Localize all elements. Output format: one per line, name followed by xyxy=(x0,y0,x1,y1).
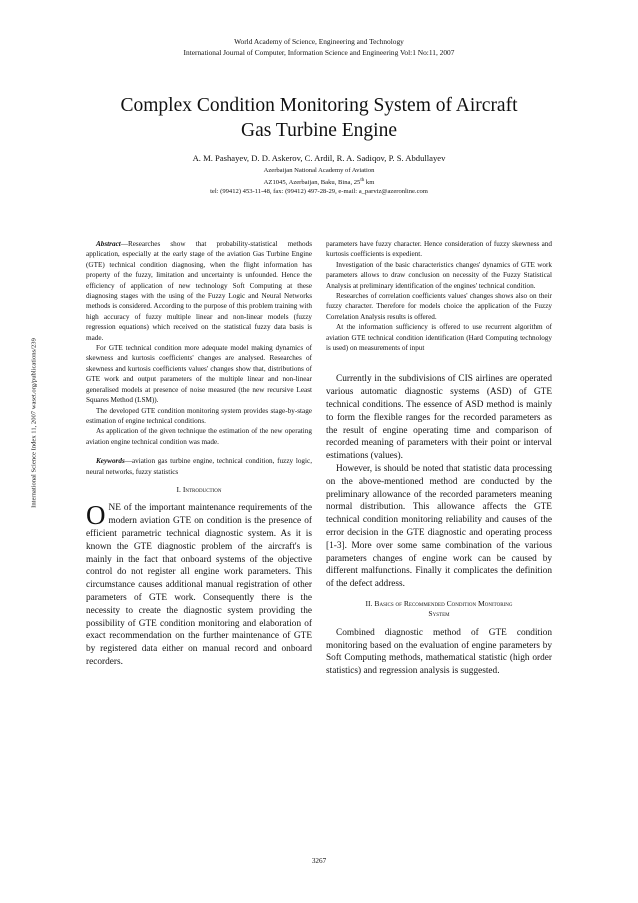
journal-header-line2: International Journal of Computer, Information Science and Engineering Vol:1 No:11, 2007 xyxy=(183,48,455,57)
right-paragraph-3: Researches of correlation coefficients values' changes shows also on their fuzzy character. Therefore for models choice the application of the Fuzzy Correlation Analysis results is offered. xyxy=(326,292,552,321)
paper-title-line1: Complex Condition Monitoring System of Aircraft xyxy=(120,95,518,116)
keywords-paragraph: Keywords—aviation gas turbine engine, technical condition, fuzzy logic, neural networks, fuzzy statistics xyxy=(86,457,312,476)
section-heading-basics: II. Basics of Recommended Condition Monitoring System xyxy=(365,599,513,619)
right-paragraph-1: parameters have fuzzy character. Hence consideration of fuzzy skewness and kurtosis coefficients is expedient. xyxy=(326,240,552,259)
abstract-paragraph-3: The developed GTE condition monitoring system provides stage-by-stage estimation of engine technical conditions. xyxy=(86,406,312,425)
affiliation-institution: Azerbaijan National Academy of Aviation xyxy=(263,167,375,174)
journal-header-line1: World Academy of Science, Engineering and Technology xyxy=(234,37,404,46)
authors: A. M. Pashayev, D. D. Askerov, C. Ardil, R. A. Sadiqov, P. S. Abdullayev xyxy=(192,153,446,163)
right-paragraph-5: Currently in the subdivisions of CIS airlines are operated various automatic diagnostic systems (ASD) of GTE technical conditions. The essence of ASD method is mainly to form the flexible ranges for the recorded parameters as the result of engine operating time and comparison of recorded meaning of parameters with their point or interval estimations (values). xyxy=(326,374,552,462)
abstract-paragraph-2: For GTE technical condition more adequate model making dynamics of skewness and kurtosis coefficients' changes are analysed. Researches of skewness and kurtosis coefficients values' changes show that, distributions of GTE work and output parameters of the multiple linear and non-linear generalised models at presence of noise measured (the new recursive Least Squares Method (LSM)). xyxy=(86,344,312,405)
right-paragraph-4: At the information sufficiency is offered to use recurrent algorithm of aviation GTE technical condition identification (Hard Computing technology is used) on measurements of input xyxy=(326,323,552,353)
abstract-paragraph-4: As application of the given technique the estimation of the new operating aviation engine technical condition was made. xyxy=(86,427,312,446)
paper-title xyxy=(40,93,598,143)
drop-cap: O xyxy=(86,500,106,531)
right-paragraph-2: Investigation of the basic characteristics changes' dynamics of GTE work parameters allows to draw conclusion on necessity of the Fuzzy Statistical Analysis at preliminary identification of the engines' technical condition. xyxy=(326,260,552,290)
abstract-paragraph: Abstract—Researches show that probability-statistical methods application, especially at the early stage of the aviation Gas Turbine Engine (GTE) technical condition diagnosing, when the flight information has property of the fuzzy, limitation and uncertainty is unfounded. Hence the efficiency of application of new technology Soft Computing at these diagnosing stages with the using of the Fuzzy Logic and Neural Networks methods is considered. According to the purpose of this problem training with high accuracy of fuzzy multiple linear and non-linear models (fuzzy regression equations) which received on the statistical fuzzy data basis is made. xyxy=(86,240,312,342)
introduction-paragraph: ONE of the important maintenance requirements of the modern aviation GTE on condition is the presence of efficient parametric technical diagnostic system. As it is known the GTE diagnostic problem of the aircraft's is mainly in the fact that onboard systems of the objective control do not register all engine work parameters. This circumstance causes additional manual registration of other parameters of GTE work. Consequently there is the necessity to create the diagnostic system providing the possibility of GTE condition monitoring and elaboration of exact recommendation on the further maintenance of GTE by registered data either on manual record and onboard recorders. xyxy=(86,500,312,667)
affiliation-address: AZ1045, Azerbaijan, Baku, Bina, 25th km xyxy=(263,177,375,186)
left-column xyxy=(86,239,312,669)
right-paragraph-6: However, is should be noted that statistic data processing on the above-mentioned method are conducted by the preliminary allowance of the recorded parameters meaning normal distribution. This allowance affects the GTE technical condition monitoring reliability and causes of the error decision in the GTE diagnostic and operating process [1-3]. More over some same combination of the various parameters changes of engine work can be caused by different malfunctions. Finally it complicates the definition of the defect address. xyxy=(326,464,552,590)
affiliation-contact: tel: (99412) 453-11-48, fax: (99412) 497-28-29, e-mail: a_parviz@azeronline.com xyxy=(210,188,428,196)
right-column xyxy=(326,239,552,678)
journal-header xyxy=(0,36,638,58)
right-paragraph-7: Combined diagnostic method of GTE condition monitoring based on the evaluation of engine parameters by Soft Computing methods, mathematical statistic (high order statistics) and regression analysis is suggested. xyxy=(326,627,552,677)
abstract-label: Abstract xyxy=(96,240,121,248)
sidebar-index-text: International Science Index 11, 2007 waset.org/publications/239 xyxy=(30,338,38,508)
affiliation xyxy=(0,166,638,197)
section-heading-introduction: I. Introduction xyxy=(176,484,222,494)
page-number: 3267 xyxy=(311,857,327,865)
keywords-label: Keywords xyxy=(96,457,125,466)
paper-title-line2: Gas Turbine Engine xyxy=(241,120,397,141)
sidebar-index xyxy=(28,258,40,588)
